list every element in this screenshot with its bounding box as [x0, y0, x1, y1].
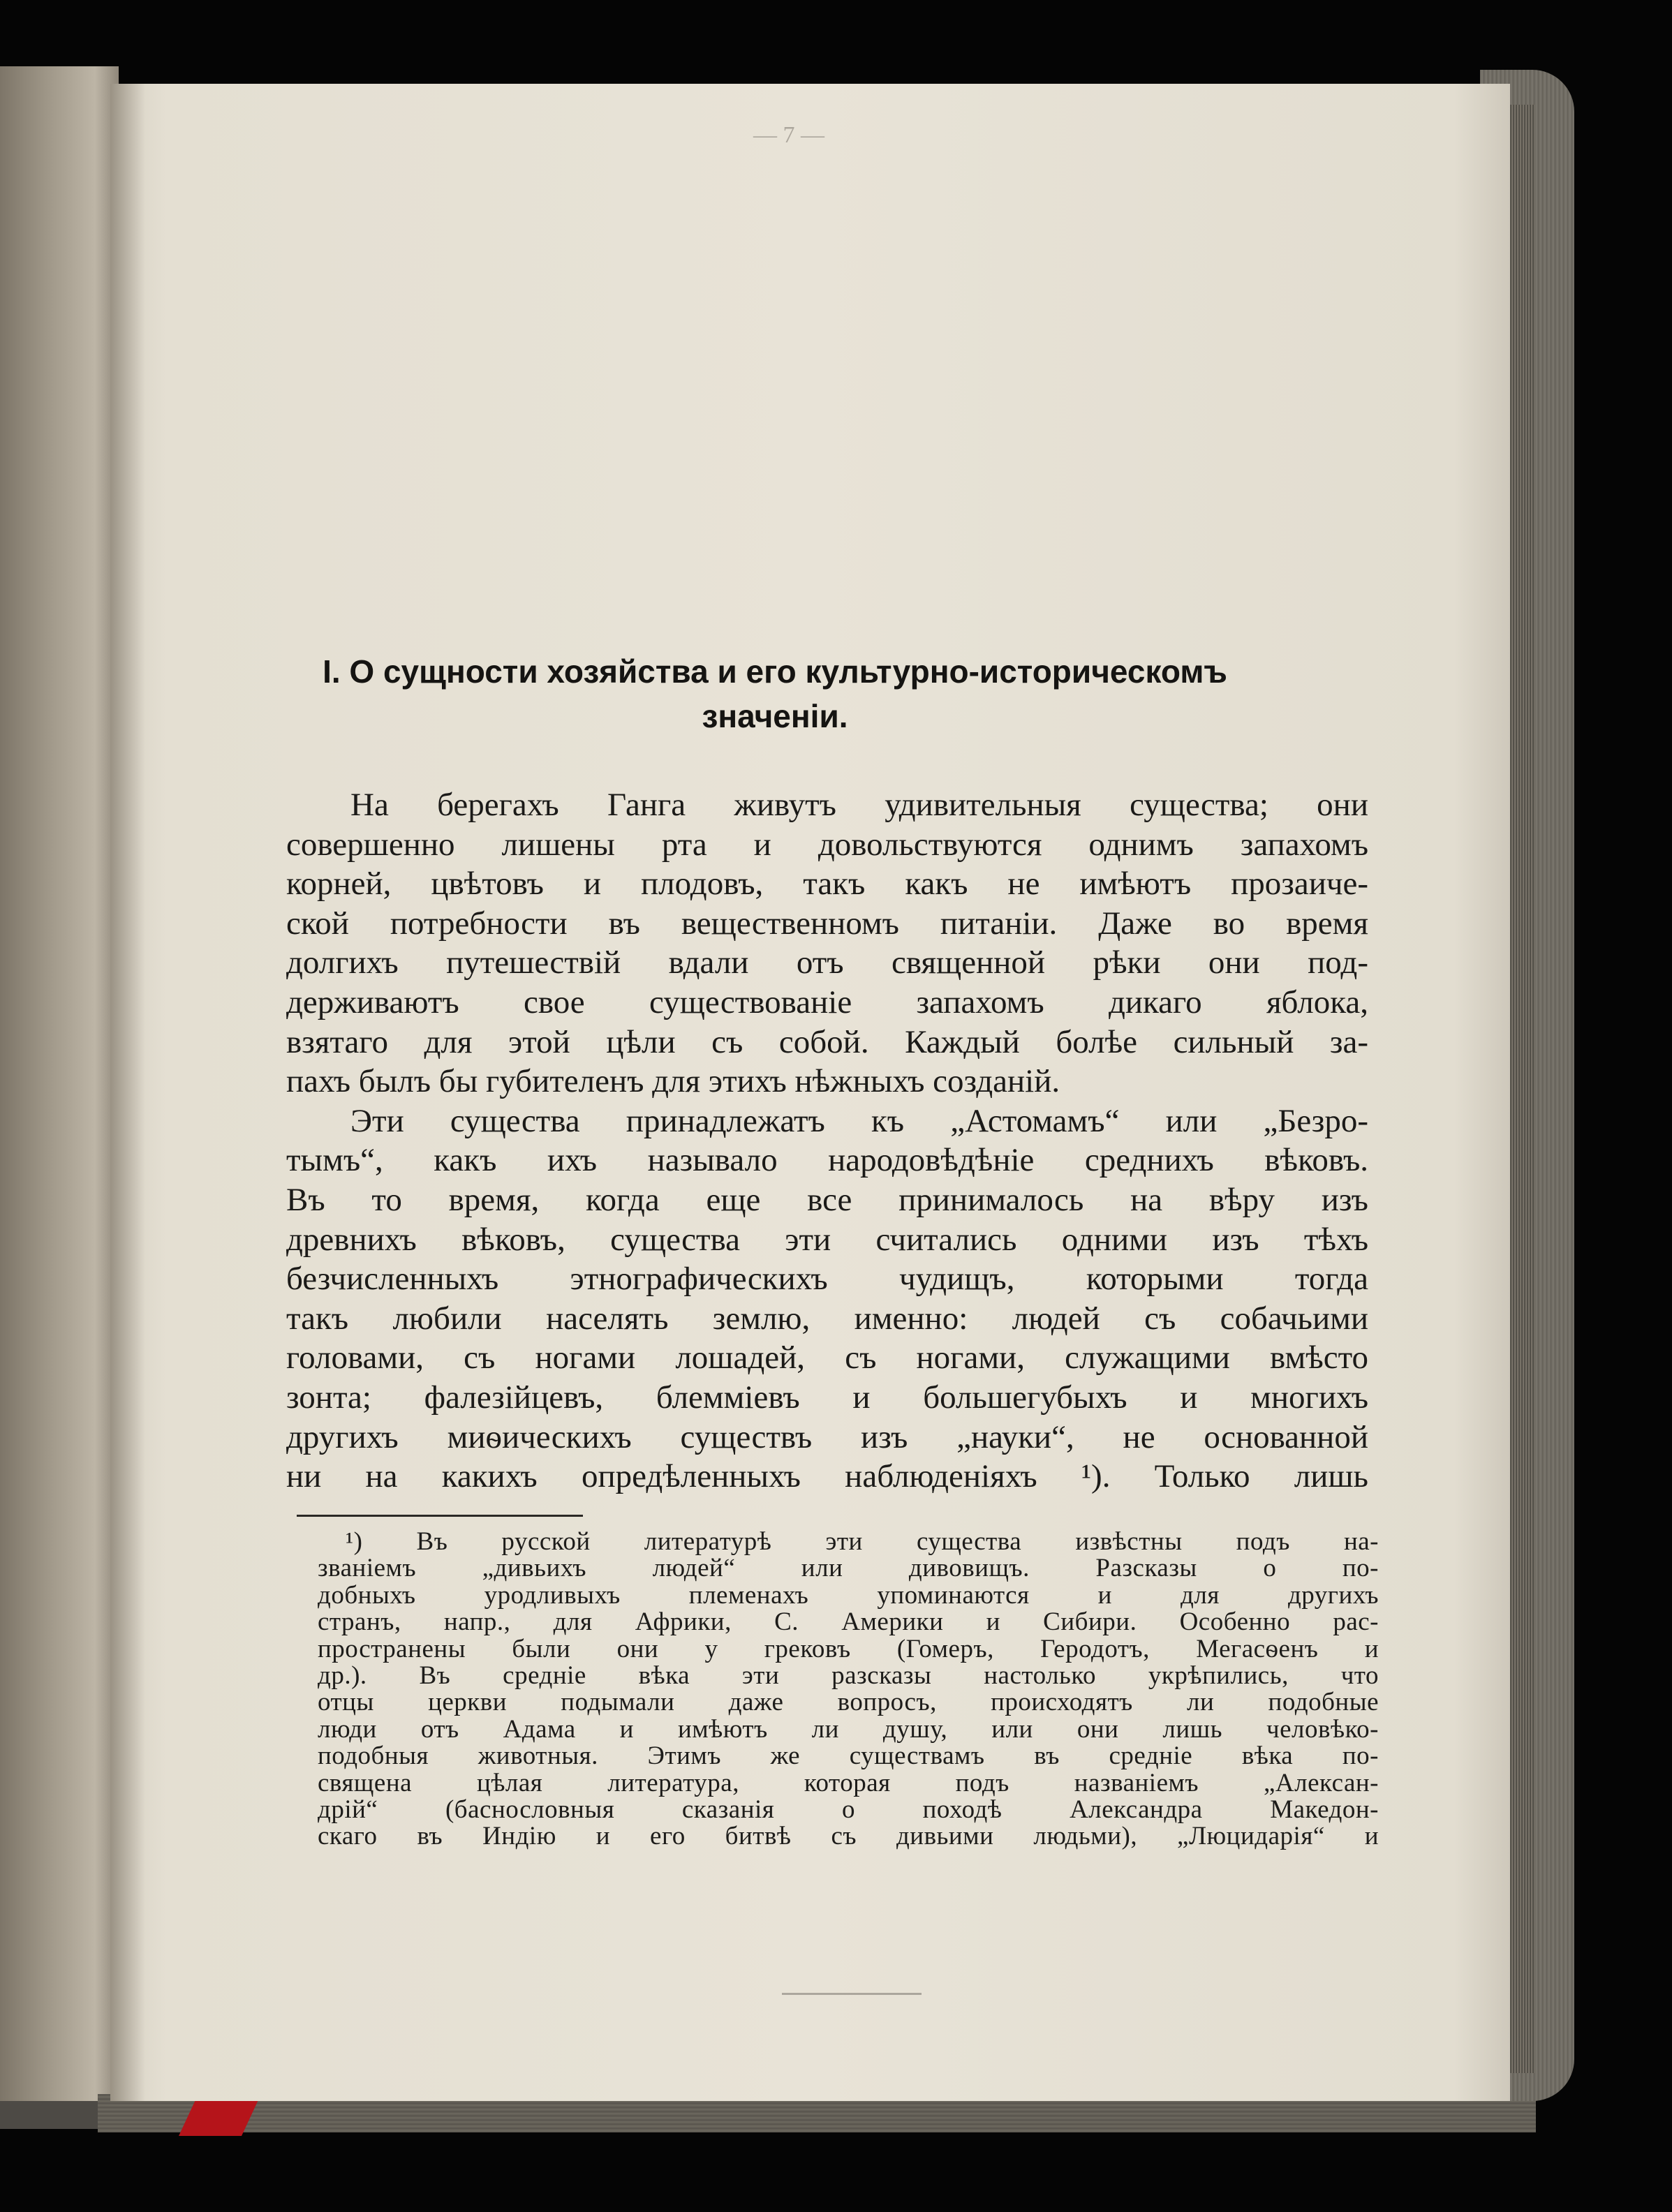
- body-line: совершенно лишены рта и довольствуются однимъ запахомъ: [286, 826, 1368, 863]
- body-line: Въ то время, когда еще все принималось на вѣру изъ: [286, 1181, 1368, 1218]
- previous-page-edge: [0, 66, 119, 2101]
- footnote-rule: [297, 1515, 583, 1517]
- footnote-line: странъ, напр., для Африки, С. Америки и Сибири. Особенно рас-: [318, 1608, 1379, 1637]
- page-stack-edge: [1508, 105, 1534, 2073]
- body-text: [286, 785, 1368, 1497]
- page-bottom-mark: [782, 1993, 922, 1995]
- body-line: безчисленныхъ этнографическихъ чудищъ, которыми тогда: [286, 1261, 1368, 1298]
- chapter-heading: [195, 649, 1354, 738]
- body-line: тымъ“, какъ ихъ называло народовѣдѣніе среднихъ вѣковъ.: [286, 1142, 1368, 1179]
- footnote-line: отцы церкви подымали даже вопросъ, происходятъ ли подобные: [318, 1688, 1379, 1717]
- footnote-line: пространены были они у грековъ (Гомеръ, Геродотъ, Мегасѳенъ и: [318, 1634, 1379, 1663]
- body-line: другихъ миѳическихъ существъ изъ „науки“, не основанной: [286, 1418, 1368, 1455]
- footnote-line: добныхъ уродливыхъ племенахъ упоминаются и для другихъ: [318, 1580, 1379, 1610]
- body-line: взятаго для этой цѣли съ собой. Каждый болѣе сильный за-: [286, 1023, 1368, 1060]
- body-line: древнихъ вѣковъ, существа эти считались одними изъ тѣхъ: [286, 1221, 1368, 1258]
- footnote-line: скаго въ Индію и его битвѣ съ дивьими людьми), „Люцидарія“ и: [318, 1822, 1379, 1851]
- body-line: Эти существа принадлежатъ къ „Астомамъ“ или „Безро-: [350, 1102, 1368, 1139]
- page-number: — 7 —: [753, 122, 824, 148]
- footnote-line: ¹) Въ русской литературѣ эти существа извѣстны подъ на-: [346, 1527, 1379, 1556]
- footnote-line: люди отъ Адама и имѣютъ ли душу, или они лишь человѣко-: [318, 1714, 1379, 1744]
- body-line: На берегахъ Ганга живутъ удивительныя существа; они: [350, 787, 1368, 823]
- gutter-shadow: [110, 84, 145, 2101]
- body-line: корней, цвѣтовъ и плодовъ, такъ какъ не имѣютъ прозаиче-: [286, 866, 1368, 903]
- body-line: зонта; фалезійцевъ, блемміевъ и большегубыхъ и многихъ: [286, 1379, 1368, 1416]
- footnote-line: др.). Въ средніе вѣка эти разсказы настолько укрѣпились, что: [318, 1661, 1379, 1691]
- body-line: пахъ былъ бы губителенъ для этихъ нѣжныхъ созданій.: [286, 1063, 1060, 1100]
- show-through-text: [182, 202, 1215, 663]
- body-line: ской потребности въ вещественномъ питаніи. Даже во время: [286, 905, 1368, 942]
- chapter-heading-line-2: значеніи.: [702, 698, 848, 734]
- body-line: долгихъ путешествій вдали отъ священной рѣки они под-: [286, 944, 1368, 981]
- footnote-line: священа цѣлая литература, которая подъ названіемъ „Алексан-: [318, 1768, 1379, 1797]
- footnote: [318, 1529, 1379, 1850]
- footnote-line: званіемъ „дивьихъ людей“ или дивовищъ. Разсказы о по-: [318, 1554, 1379, 1583]
- body-line: такъ любили населять землю, именно: людей съ собачьими: [286, 1300, 1368, 1337]
- body-line: держиваютъ свое существованіе запахомъ дикаго яблока,: [286, 983, 1368, 1020]
- body-line: ни на какихъ опредѣленныхъ наблюденіяхъ ¹). Только лишь: [286, 1458, 1368, 1495]
- footnote-line: подобныя животныя. Этимъ же существамъ въ средніе вѣка по-: [318, 1742, 1379, 1771]
- body-line: головами, съ ногами лошадей, съ ногами, служащими вмѣсто: [286, 1339, 1368, 1376]
- footnote-line: дрій“ (баснословныя сказанія о походѣ Александра Македон-: [318, 1795, 1379, 1825]
- chapter-heading-line-1: I. О сущности хозяйства и его культурно-историческомъ: [323, 653, 1227, 690]
